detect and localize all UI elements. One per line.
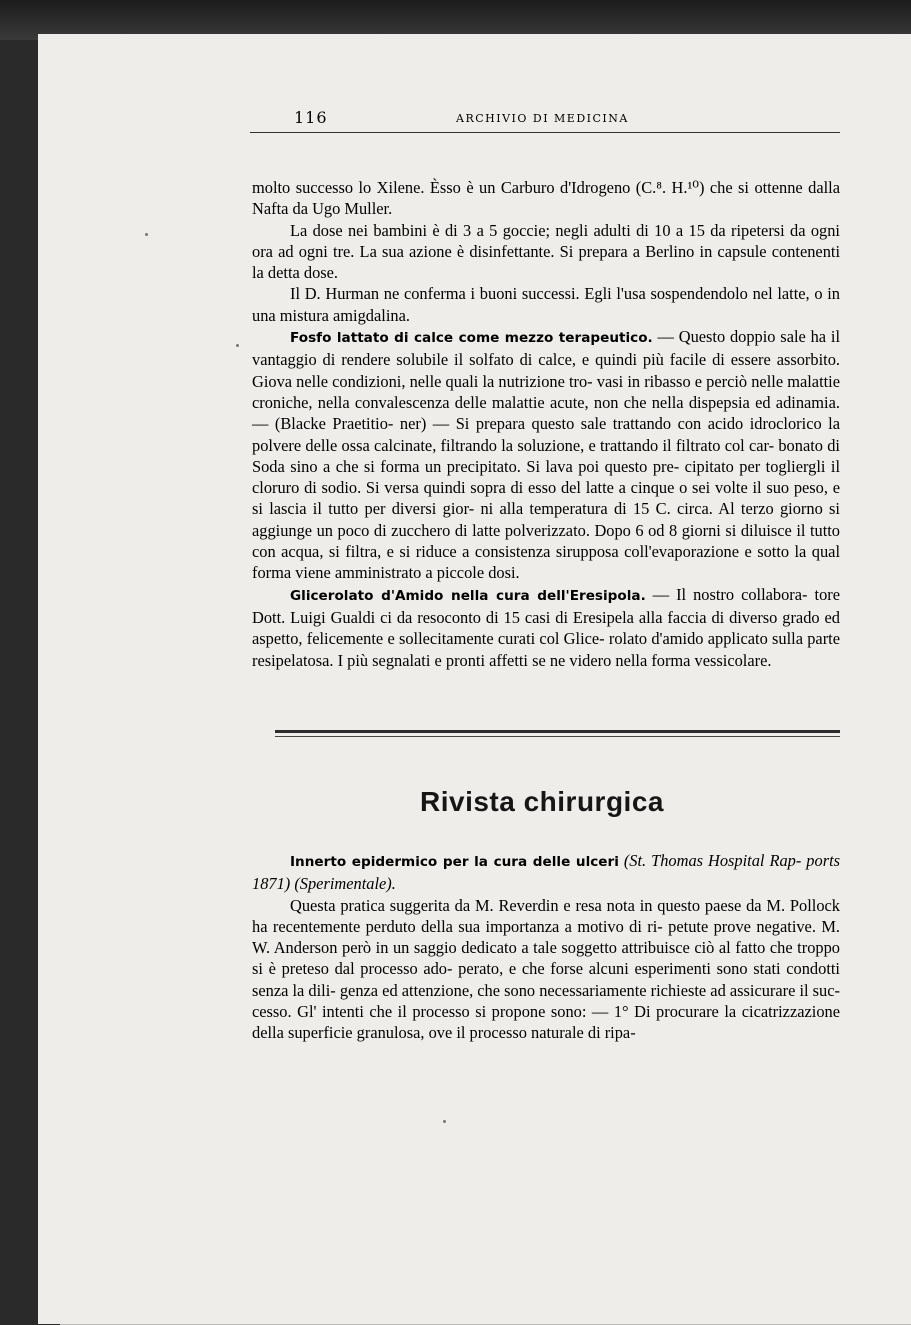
text-line: vasi in ribasso e perciò nelle malattie croniche, nella convalescenza delle: [252, 371, 841, 412]
article-body-top: [252, 177, 840, 671]
text-line: Questa pratica suggerita da M. Reverdin e resa nota in questo paese da: [290, 895, 762, 915]
paragraph-heading: Innerto epidermico per la cura delle ulceri: [290, 854, 619, 870]
paragraph: [252, 895, 840, 1044]
text-line: ni alla temperatura di 15 C. circa. Al terzo giorno si aggiunge un poco: [252, 499, 840, 540]
text-line: di essere assorbito. Giova nelle condizioni, nelle quali la nutrizione tro-: [252, 350, 840, 391]
text-line: delle ossa calcinate, filtrando la soluzione, e trattando il filtrato col car-: [305, 435, 775, 455]
text-line: cipitato per togliergli il cloruro di sodio. Si versa quindi sopra di esso del: [252, 456, 840, 498]
paragraph: [252, 584, 840, 671]
text-line: cesso. Gl' intenti che il processo si propone sono: — 1° Di procurare la: [252, 1002, 737, 1022]
paragraph: [252, 220, 840, 284]
text-line: rolato d'amido applicato sulla parte resipelatosa. I più segnalati e pronti: [252, 629, 840, 670]
paragraph: [252, 177, 840, 220]
text-line: M. Pollock ha recentemente perduto della sua importanza a motivo di ri-: [252, 895, 840, 936]
paragraph-heading: Glicerolato d'Amido nella cura dell'Eresipola.: [290, 587, 646, 604]
text-line: petute prove negative. M. W. Anderson però in un saggio dedicato a tale: [252, 916, 840, 958]
text-line: a Berlino in capsule contenenti la detta dose.: [252, 241, 840, 283]
text-line: bonato di Soda sino a che si forma un precipitato. Si lava poi questo pre-: [252, 435, 840, 476]
text-line: ha il vantaggio di rendere solubile il solfato di calce, e quindi più facile: [252, 327, 840, 370]
header-rule: [250, 132, 840, 133]
ink-speck: [236, 344, 239, 347]
text-line: cicatrizzazione della superficie granulosa, ove il processo naturale di ripa-: [252, 1002, 840, 1043]
text-line: affetti se ne videro nella forma vessicolare.: [489, 650, 772, 670]
text-line: ottenne dalla Nafta da Ugo Muller.: [252, 178, 840, 219]
text-line: — Questo doppio sale: [652, 327, 806, 347]
paragraph: [252, 283, 840, 326]
text-line: perato, e che forse alcuni esperimenti sono stati condotti senza la dili-: [252, 959, 840, 1000]
text-line: malattie acute, non che nella dispepsia ed adinamia. — (Blacke Praetitio-: [252, 392, 840, 434]
page-number: 116: [294, 108, 328, 127]
text-line: tore Dott. Luigi Gualdi ci da resoconto di 15 casi di Eresipela alla faccia: [252, 584, 840, 627]
text-line: ner) — Si prepara questo sale trattando con acido idroclorico la polvere: [252, 414, 840, 455]
article-body-bottom: [252, 850, 840, 1044]
text-line: nel latte, o in una mistura amigdalina.: [252, 284, 840, 325]
text-line: con acqua, si filtra, e si riduce a consistenza sirupposa coll'evaporazione e: [252, 542, 752, 562]
paragraph: [252, 326, 840, 584]
text-line: La dose nei bambini è di 3 a 5 goccie; negli adulti di 10 a 15 da: [290, 220, 726, 240]
text-line: soggetto attribuisce ciò al fatto che troppo si è preteso dal processo ado-: [252, 938, 840, 979]
text-line: molto successo lo Xilene. Èsso è un Carburo d'Idrogeno (C.⁸. H.¹⁰) che si: [252, 178, 749, 197]
page-header: [294, 108, 844, 132]
section-divider: [275, 730, 840, 733]
ink-speck: [443, 1120, 446, 1123]
text-line: Il D. Hurman ne conferma i buoni successi. Egli l'usa sospendendolo: [290, 284, 748, 304]
text-line: di diverso grado ed aspetto, felicemente e sollecitamente curati col Glice-: [252, 607, 840, 649]
text-line: genza ed attenzione, che sono necessariamente richieste ad assicurare il suc-: [339, 980, 840, 1000]
section-title: Rivista chirurgica: [420, 786, 664, 817]
running-title: ARCHIVIO DI MEDICINA: [456, 112, 629, 125]
text-line: ports 1871) (Sperimentale).: [252, 851, 840, 894]
text-line: ripetersi da ogni ora ad ogni tre. La sua azione è disinfettante. Si prepara: [252, 220, 840, 261]
paragraph-heading: Fosfo lattato di calce come mezzo terapeutico.: [290, 330, 653, 347]
text-line: di zucchero di latte polverizzato. Dopo 6 od 8 giorni si diluisce il tutto: [373, 520, 841, 540]
text-line: latte a cinque o sei volte il suo peso, e si lascia il tutto per diversi gior-: [252, 478, 840, 519]
paragraph: [252, 850, 840, 895]
ink-speck: [145, 233, 148, 236]
text-line: sotto la qual forma viene amministrato a piccole dosi.: [252, 542, 840, 583]
section-divider-thin: [275, 736, 840, 737]
text-line: — Il nostro collabora-: [645, 584, 808, 604]
text-line: (St. Thomas Hospital Rap-: [618, 851, 802, 870]
